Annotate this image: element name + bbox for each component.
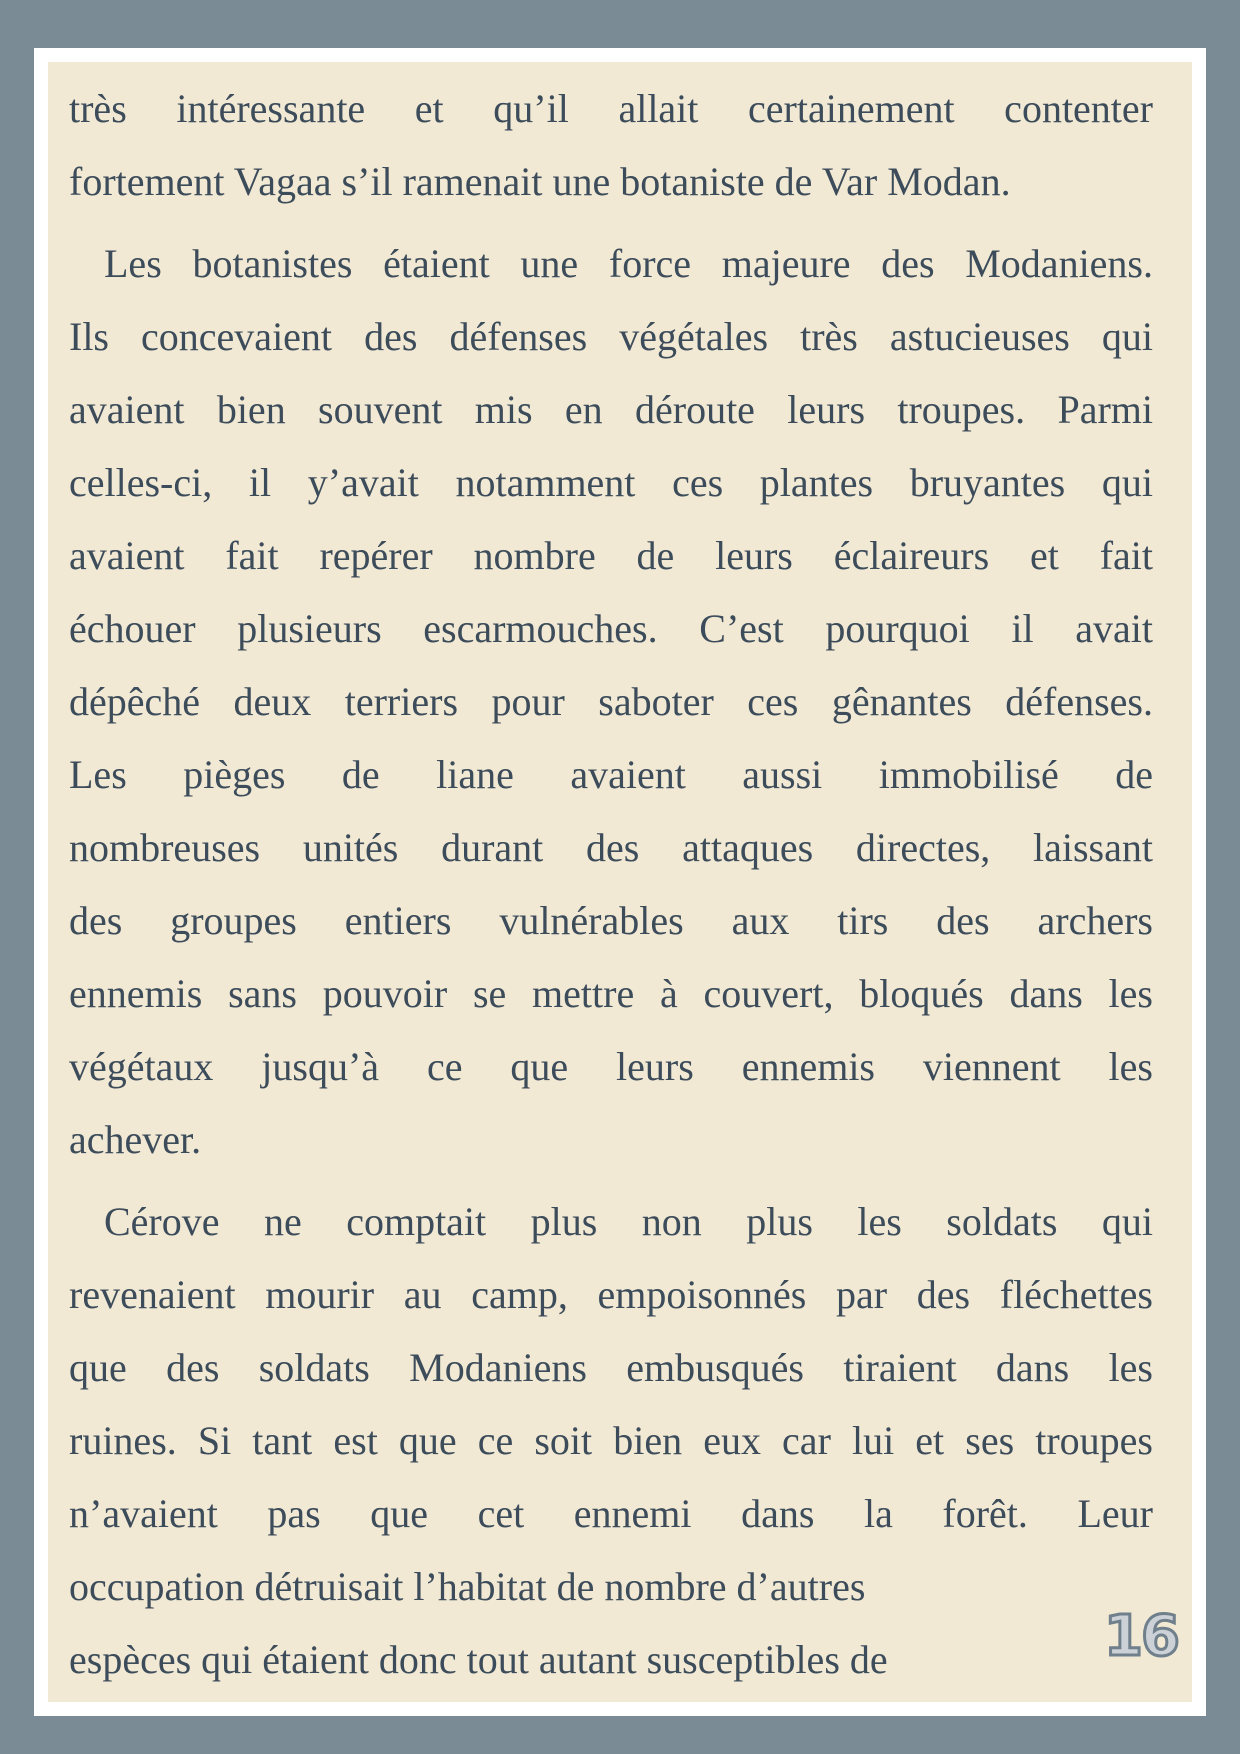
page-text [69,72,1153,1696]
text-line: Cérove ne comptait plus non plus les soldats qui [104,1199,1153,1244]
text-line: achever. [69,1117,202,1162]
text-line: n’avaient pas que cet ennemi dans la forêt. Leur [69,1491,1153,1536]
text-line: fortement Vagaa s’il ramenait une botaniste de Var Modan. [69,159,1011,204]
text-line: végétaux jusqu’à ce que leurs ennemis viennent les [69,1044,1153,1089]
text-line: échouer plusieurs escarmouches. C’est pourquoi il avait [69,606,1153,651]
text-line: dépêché deux terriers pour saboter ces gênantes défenses. [69,679,1153,724]
text-line: celles-ci, il y’avait notamment ces plantes bruyantes qui [69,460,1153,505]
text-line: occupation détruisait l’habitat de nombre d’autres [69,1564,866,1609]
text-line: espèces qui étaient donc tout autant susceptibles de [69,1637,888,1682]
text-line: nombreuses unités durant des attaques directes, laissant [69,825,1153,870]
text-line: Les botanistes étaient une force majeure des Modaniens. [104,241,1153,286]
text-line: ruines. Si tant est que ce soit bien eux car lui et ses troupes [69,1418,1153,1463]
text-line: Ils concevaient des défenses végétales très astucieuses qui [69,314,1153,359]
text-line: très intéressante et qu’il allait certainement contenter [69,86,1153,131]
page-number: 16 [1104,1603,1178,1669]
text-line: Les pièges de liane avaient aussi immobilisé de [69,752,1153,797]
text-line: revenaient mourir au camp, empoisonnés par des fléchettes [69,1272,1153,1317]
text-line: des groupes entiers vulnérables aux tirs des archers [69,898,1153,943]
text-line: ennemis sans pouvoir se mettre à couvert, bloqués dans les [69,971,1153,1016]
text-line: avaient fait repérer nombre de leurs éclaireurs et fait [69,533,1153,578]
text-line: que des soldats Modaniens embusqués tiraient dans les [69,1345,1153,1390]
text-line: avaient bien souvent mis en déroute leurs troupes. Parmi [69,387,1153,432]
